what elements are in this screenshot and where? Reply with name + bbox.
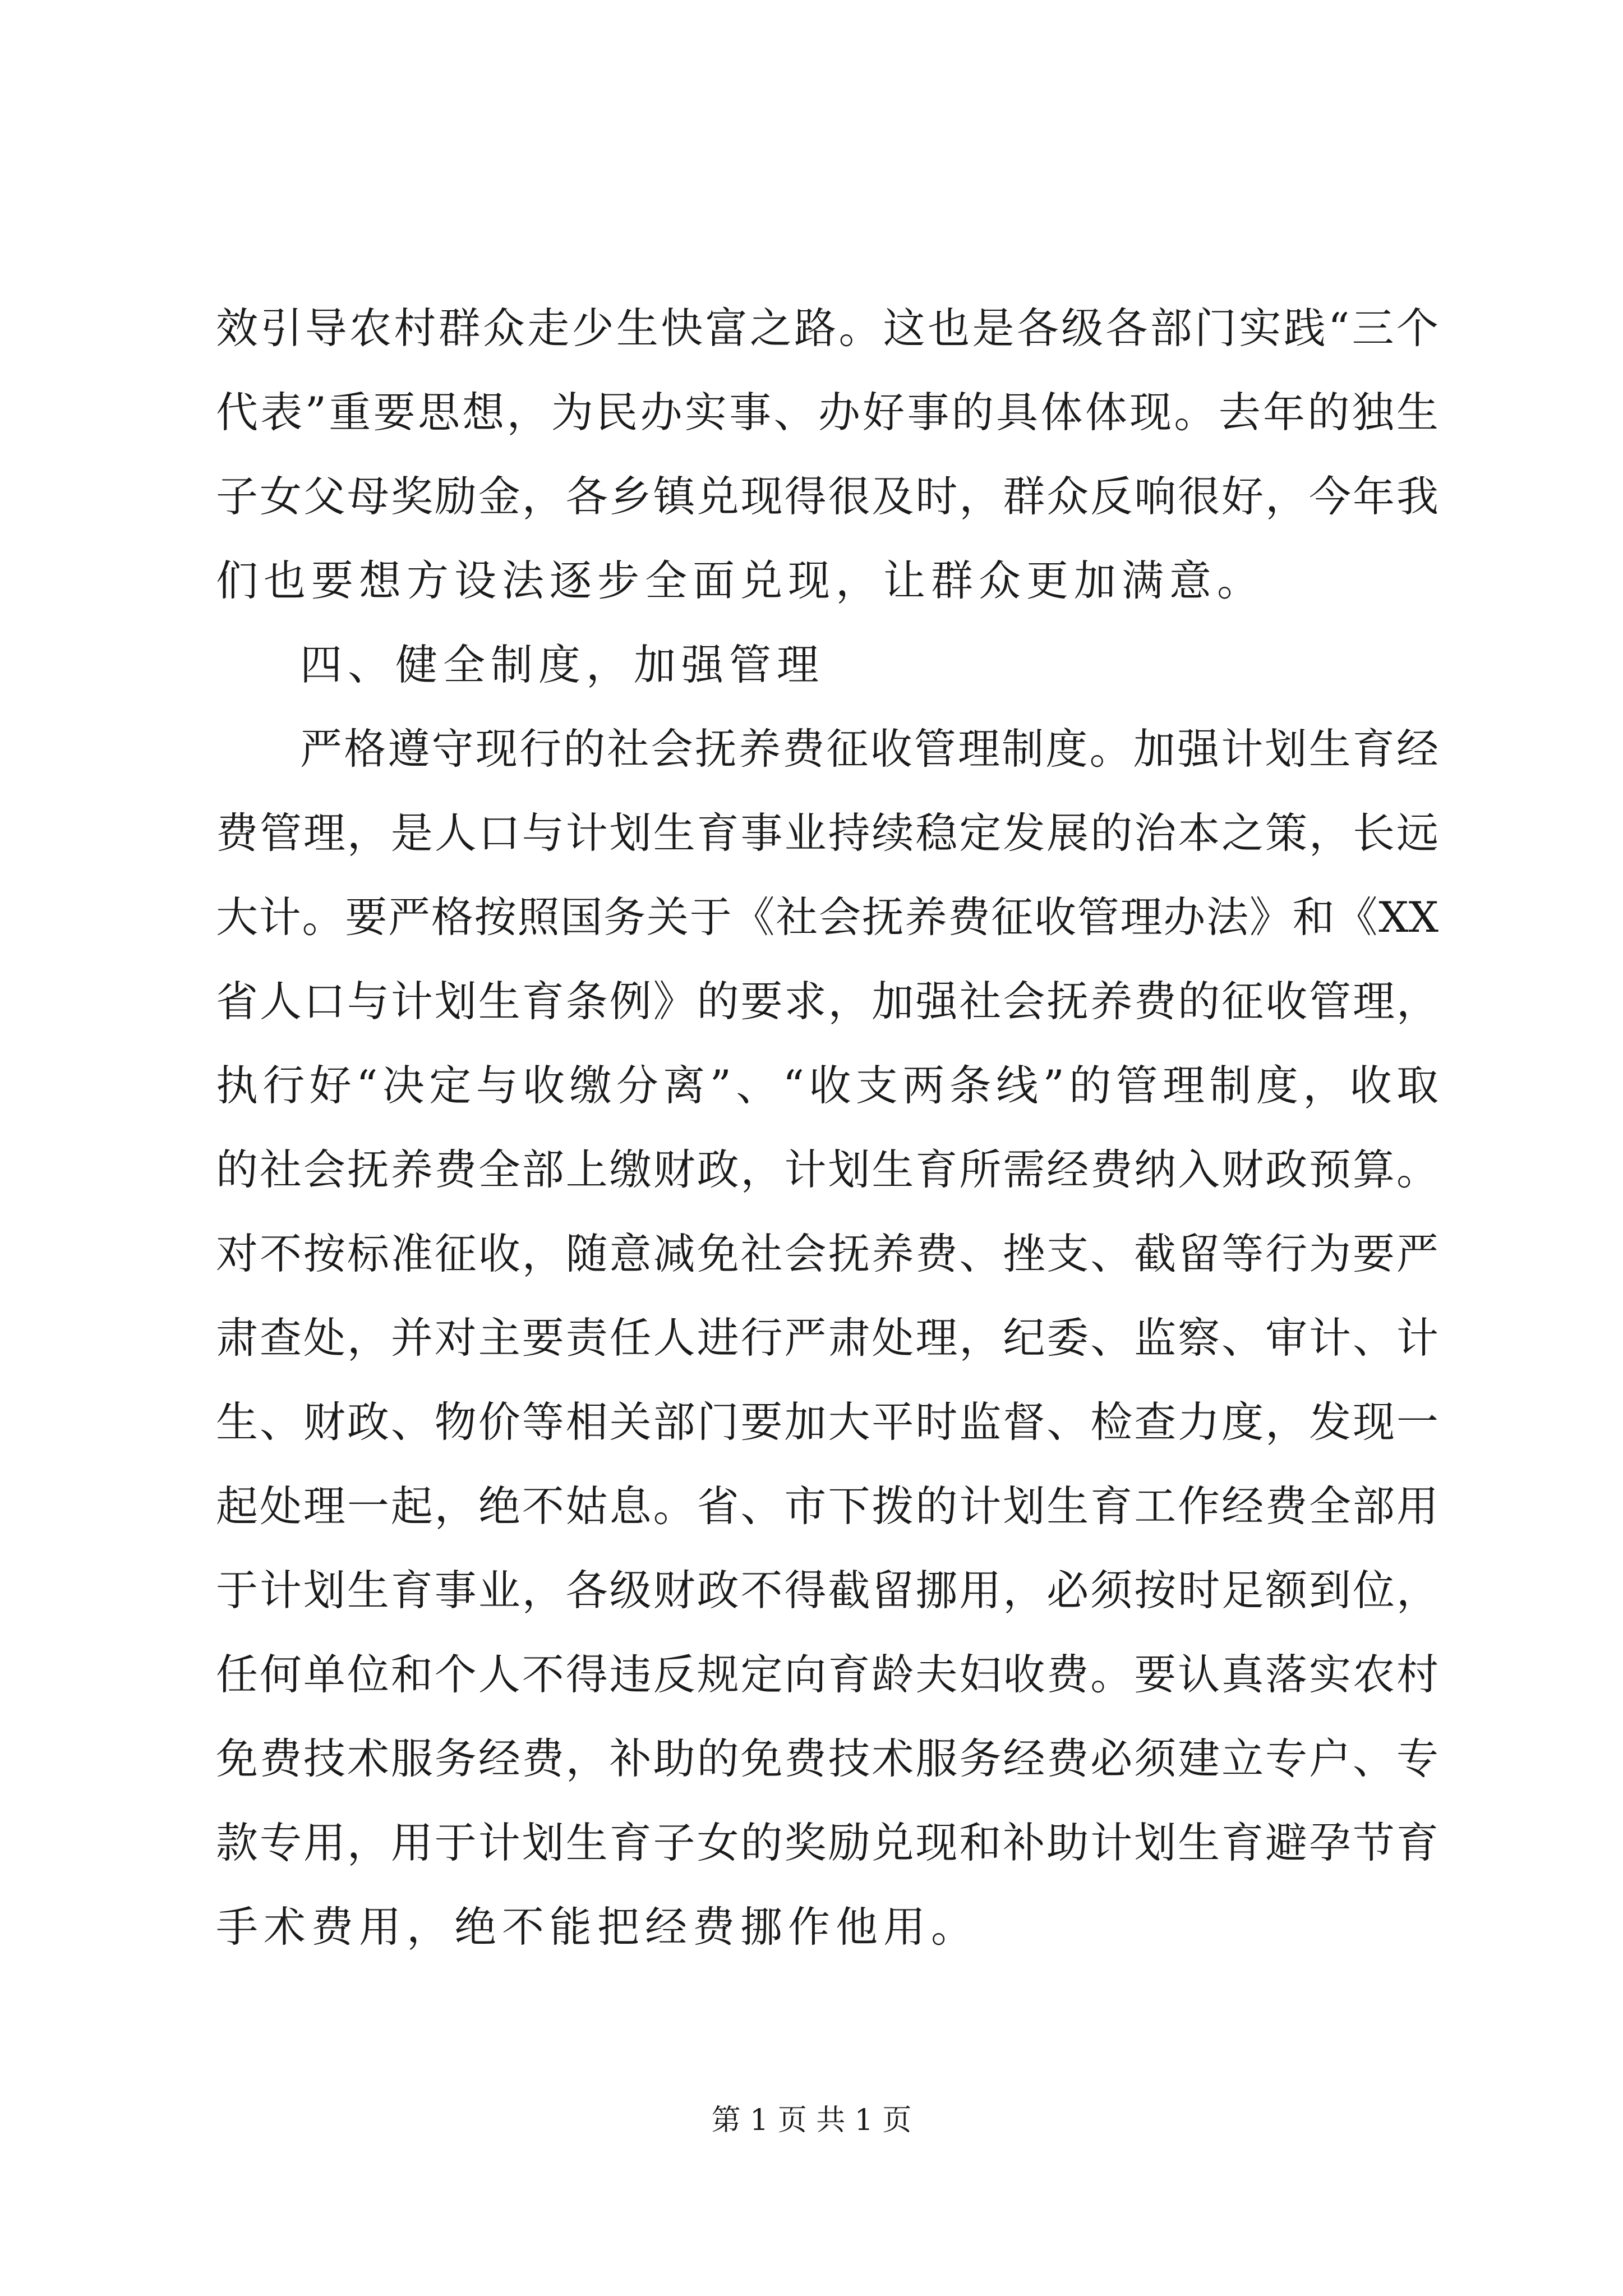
paragraph-line: 严格遵守现行的社会抚养费征收管理制度。加强计划生育经: [300, 724, 1438, 774]
paragraph-line: 任何单位和个人不得违反规定向育龄夫妇收费。要认真落实农村: [216, 1650, 1438, 1699]
paragraph-line: 手术费用，绝不能把经费挪作他用。: [216, 1902, 979, 1952]
paragraph-line: 款专用，用于计划生育子女的奖励兑现和补助计划生育避孕节育: [216, 1818, 1438, 1867]
paragraph-line: 起处理一起，绝不姑息。省、市下拨的计划生育工作经费全部用: [216, 1481, 1438, 1531]
paragraph-line: 免费技术服务经费，补助的免费技术服务经费必须建立专户、专: [216, 1734, 1438, 1783]
paragraph-line: 生、财政、物价等相关部门要加大平时监督、检查力度，发现一: [216, 1397, 1438, 1447]
paragraph-line: 代表”重要思想，为民办实事、办好事的具体体现。去年的独生: [216, 388, 1438, 437]
paragraph-line: 费管理，是人口与计划生育事业持续稳定发展的治本之策，长远: [216, 808, 1438, 858]
paragraph-line: 肃查处，并对主要责任人进行严肃处理，纪委、监察、审计、计: [216, 1313, 1438, 1363]
paragraph-line: 效引导农村群众走少生快富之路。这也是各级各部门实践“三个: [216, 303, 1438, 353]
paragraph-line: 对不按标准征收，随意减免社会抚养费、挫支、截留等行为要严: [216, 1229, 1438, 1278]
paragraph-line: 于计划生育事业，各级财政不得截留挪用，必须按时足额到位，: [216, 1566, 1438, 1615]
paragraph-line: 大计。要严格按照国务关于《社会抚养费征收管理办法》和《XX: [216, 892, 1438, 942]
paragraph-line: 省人口与计划生育条例》的要求，加强社会抚养费的征收管理，: [216, 977, 1438, 1026]
paragraph-line: 的社会抚养费全部上缴财政，计划生育所需经费纳入财政预算。: [216, 1145, 1438, 1194]
paragraph-line: 执行好“决定与收缴分离”、“收支两条线”的管理制度，收取: [216, 1061, 1438, 1110]
paragraph-line: 子女父母奖励金，各乡镇兑现得很及时，群众反响很好，今年我: [216, 472, 1438, 521]
page-number-footer: 第 1 页 共 1 页: [711, 2104, 912, 2137]
paragraph-line: 们也要想方设法逐步全面兑现，让群众更加满意。: [216, 556, 1265, 605]
section-heading: 四、健全制度，加强管理: [300, 640, 825, 689]
